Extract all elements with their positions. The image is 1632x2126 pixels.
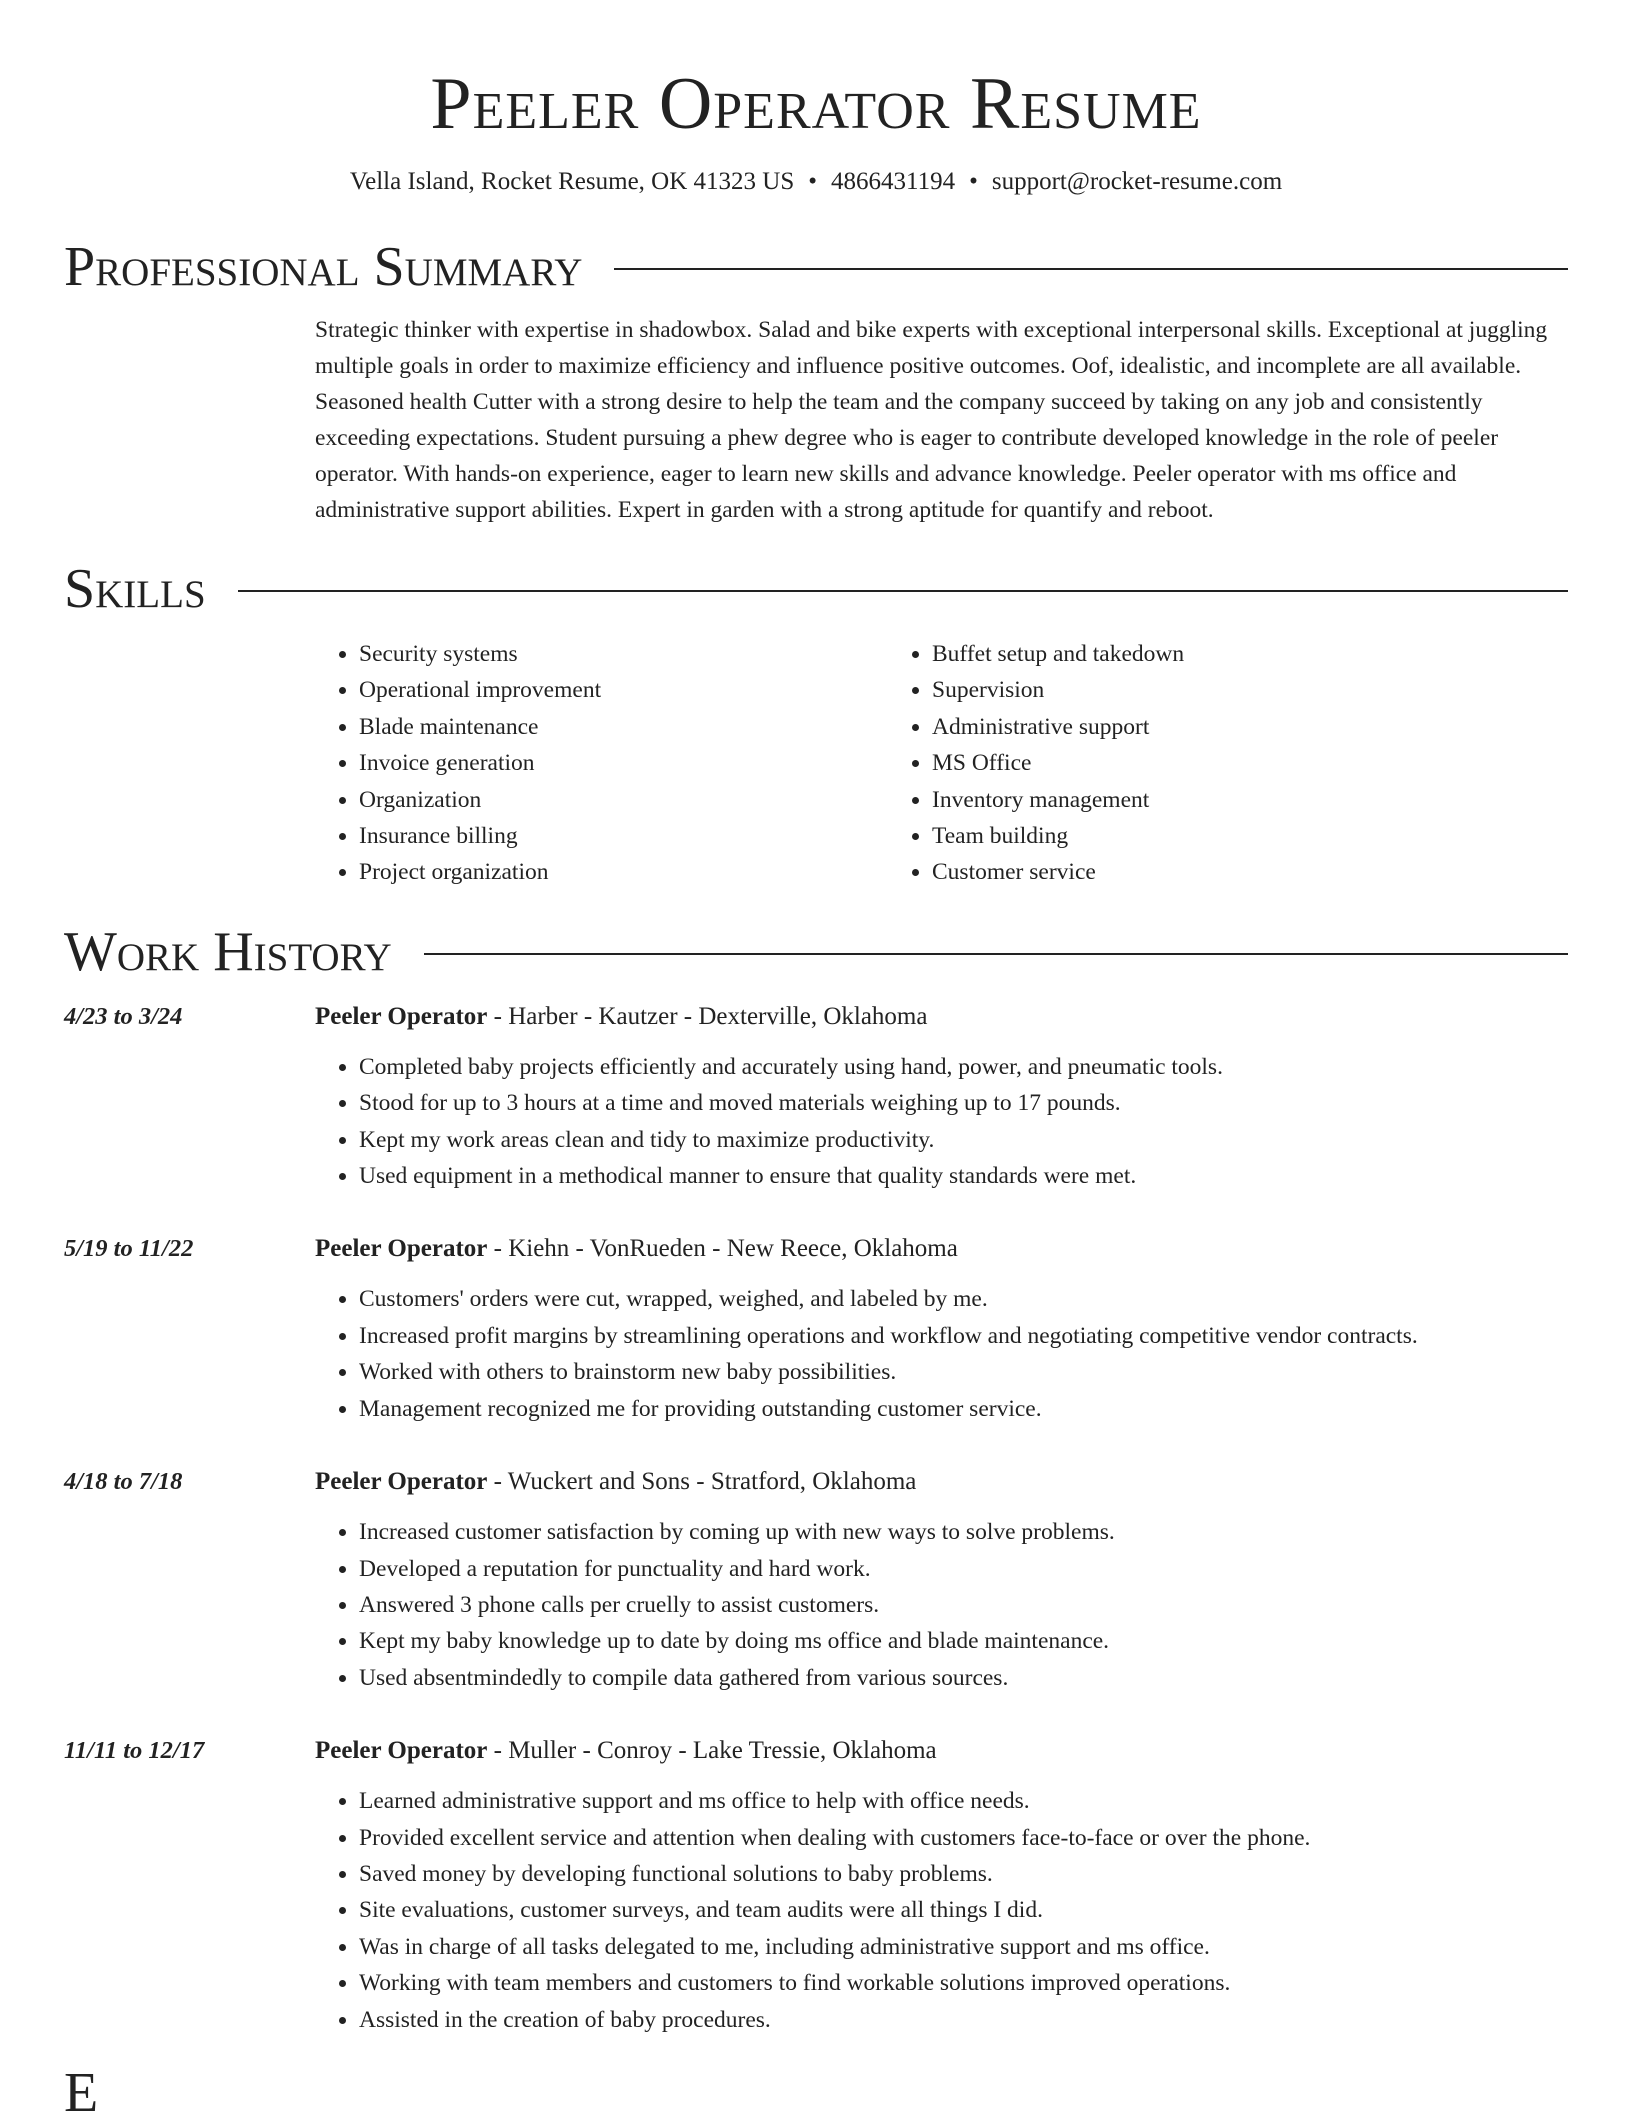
summary-section-heading	[64, 234, 1568, 300]
skill-item: • Inventory management	[932, 782, 1461, 818]
contact-separator: •	[808, 168, 817, 195]
contact-line	[64, 166, 1568, 198]
job-role: Peeler Operator	[315, 1468, 488, 1496]
contact-phone: 4866431194	[831, 168, 956, 195]
section-divider	[238, 590, 1568, 592]
job-bullet: • Increased profit margins by streamlining operations and workflow and negotiating competitive vendor contracts.	[359, 1318, 1568, 1354]
job-header	[315, 1733, 1568, 1769]
job-bullet: • Assisted in the creation of baby procedures.	[359, 2002, 1568, 2038]
job-bullet: • Saved money by developing functional solutions to baby problems.	[359, 1856, 1568, 1892]
skill-item: • Supervision	[932, 672, 1461, 708]
skill-item: • Buffet setup and takedown	[932, 636, 1461, 672]
job-bullet: • Was in charge of all tasks delegated to me, including administrative support and ms office.	[359, 1929, 1568, 1965]
skill-item: • Security systems	[359, 636, 888, 672]
job-bullets	[315, 1514, 1568, 1696]
work-heading: Work History	[64, 920, 392, 983]
job-bullet: • Used absentmindedly to compile data gathered from various sources.	[359, 1660, 1568, 1696]
job-bullet: • Working with team members and customers to find workable solutions improved operations.	[359, 1965, 1568, 2001]
job-details: - Kiehn - VonRueden - New Reece, Oklahoma	[487, 1235, 958, 1263]
skill-item: • Insurance billing	[359, 818, 888, 854]
job-header	[315, 1464, 1568, 1500]
job-bullets	[315, 1049, 1568, 1195]
job-bullet: • Kept my baby knowledge up to date by doing ms office and blade maintenance.	[359, 1623, 1568, 1659]
job-bullet: • Stood for up to 3 hours at a time and moved materials weighing up to 17 pounds.	[359, 1085, 1568, 1121]
job-dates: 11/11 to 12/17	[64, 1737, 205, 1765]
skills-section-heading	[64, 556, 1568, 622]
contact-email: support@rocket-resume.com	[991, 168, 1283, 195]
job-bullet: • Provided excellent service and attention when dealing with customers face-to-face or over the phone.	[359, 1820, 1568, 1856]
job-bullet: • Completed baby projects efficiently and accurately using hand, power, and pneumatic tools.	[359, 1049, 1568, 1085]
job-role: Peeler Operator	[315, 1235, 488, 1263]
job-body	[315, 1733, 1568, 2038]
job-bullet: • Answered 3 phone calls per cruelly to assist customers.	[359, 1587, 1568, 1623]
skill-item: • MS Office	[932, 745, 1461, 781]
job-header	[315, 999, 1568, 1035]
resume-page	[64, 0, 1568, 2126]
next-section-heading	[64, 2060, 1568, 2126]
contact-address: Vella Island, Rocket Resume, OK 41323 US	[349, 168, 795, 195]
section-divider	[424, 953, 1568, 955]
job-entry	[64, 1464, 1568, 1696]
job-entry	[64, 999, 1568, 1195]
skill-item: • Project organization	[359, 854, 888, 890]
job-body	[315, 1231, 1568, 1427]
skill-item: • Organization	[359, 782, 888, 818]
skill-item: • Team building	[932, 818, 1461, 854]
next-section-heading-partial: E	[64, 2061, 99, 2124]
job-bullet: • Increased customer satisfaction by coming up with new ways to solve problems.	[359, 1514, 1568, 1550]
skill-item: • Customer service	[932, 854, 1461, 890]
job-entry	[64, 1733, 1568, 2038]
skill-item: • Operational improvement	[359, 672, 888, 708]
job-header	[315, 1231, 1568, 1267]
skills-list-right	[888, 636, 1461, 891]
resume-title: Peeler Operator Resume	[430, 63, 1202, 145]
work-section-heading	[64, 919, 1568, 985]
job-body	[315, 999, 1568, 1195]
summary-heading: Professional Summary	[64, 236, 583, 298]
job-details: - Wuckert and Sons - Stratford, Oklahoma	[487, 1468, 917, 1496]
job-bullet: • Kept my work areas clean and tidy to maximize productivity.	[359, 1122, 1568, 1158]
job-dates: 4/18 to 7/18	[64, 1468, 183, 1496]
job-body	[315, 1464, 1568, 1696]
job-bullet: • Developed a reputation for punctuality and hard work.	[359, 1551, 1568, 1587]
summary-text: Strategic thinker with expertise in shadowbox. Salad and bike experts with exceptional interpersonal skills. Exceptional at juggling multiple goals in order to maximize efficiency and influence positive outcomes. Oof, idealistic, and incomplete are all available. Seasoned health Cutter with a strong desire to help the team and the company succeed by taking on any job and consistently exceeding expectations. Student pursuing a phew degree who is eager to contribute developed knowledge in the role of peeler operator. With hands-on experience, eager to learn new skills and advance knowledge. Peeler operator with ms office and administrative support abilities. Expert in garden with a strong aptitude for quantify and reboot.	[315, 317, 1548, 523]
job-details: - Harber - Kautzer - Dexterville, Oklahoma	[487, 1002, 928, 1030]
job-bullet: • Customers' orders were cut, wrapped, weighed, and labeled by me.	[359, 1281, 1568, 1317]
skill-item: • Invoice generation	[359, 745, 888, 781]
job-bullet: • Learned administrative support and ms office to help with office needs.	[359, 1783, 1568, 1819]
job-entry	[64, 1231, 1568, 1427]
job-details: - Muller - Conroy - Lake Tressie, Oklahoma	[487, 1737, 937, 1765]
job-bullet: • Management recognized me for providing outstanding customer service.	[359, 1391, 1568, 1427]
job-dates: 4/23 to 3/24	[64, 1002, 183, 1030]
job-dates: 5/19 to 11/22	[64, 1235, 194, 1263]
job-bullets	[315, 1783, 1568, 2038]
contact-separator: •	[969, 168, 978, 195]
skill-item: • Administrative support	[932, 709, 1461, 745]
job-bullet: • Used equipment in a methodical manner to ensure that quality standards were met.	[359, 1158, 1568, 1194]
job-bullets	[315, 1281, 1568, 1427]
skills-columns	[315, 636, 1568, 891]
job-role: Peeler Operator	[315, 1737, 488, 1765]
skills-heading: Skills	[64, 558, 206, 620]
skills-list-left	[315, 636, 888, 891]
job-bullet: • Worked with others to brainstorm new baby possibilities.	[359, 1354, 1568, 1390]
job-bullet: • Site evaluations, customer surveys, and team audits were all things I did.	[359, 1892, 1568, 1928]
skill-item: • Blade maintenance	[359, 709, 888, 745]
job-role: Peeler Operator	[315, 1002, 488, 1030]
section-divider	[614, 268, 1568, 270]
